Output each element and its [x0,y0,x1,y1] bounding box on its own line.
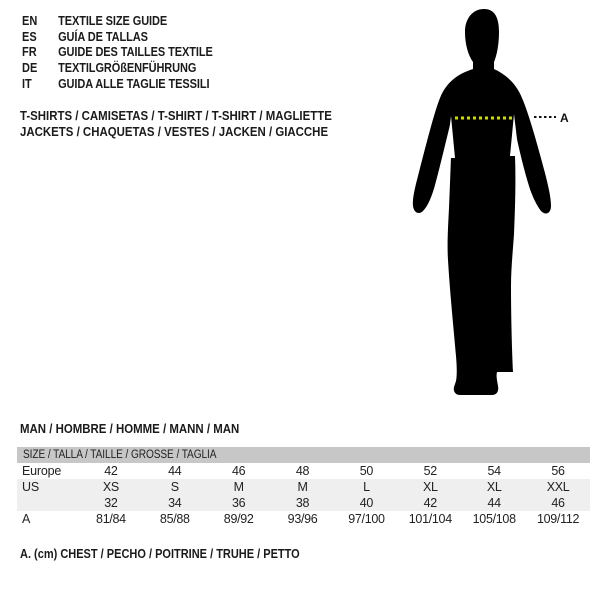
size-table-cell: M [297,480,308,494]
size-table-cell: 56 [551,464,565,478]
size-table-cell: 42 [104,464,118,478]
size-table-body [17,463,590,527]
size-table-cell: S [170,480,179,494]
size-table-cell: XXL [546,480,570,494]
size-table-row [17,479,590,495]
size-table-cell: XS [102,480,119,494]
size-table-cell: 93/96 [287,512,318,526]
language-title: GUIDA ALLE TAGLIE TESSILI [58,76,210,91]
size-table-row [17,511,590,527]
category-lines [20,108,374,139]
size-table-cell: 38 [295,496,310,510]
size-table-cell: XL [422,480,438,494]
size-table-cell: 46 [232,464,246,478]
language-code: IT [22,76,32,91]
size-table-cell: 50 [359,464,374,478]
language-row [22,13,213,29]
size-table-cell: 44 [168,464,182,478]
size-table [17,447,590,527]
size-table-cell: 85/88 [159,512,190,526]
size-table-cell: XL [486,480,502,494]
size-table-row [17,495,590,511]
man-silhouette [413,9,551,395]
man-silhouette-figure [398,6,578,398]
size-table-cell: 44 [487,496,501,510]
size-table-cell: 101/104 [408,512,452,526]
language-code: ES [22,29,37,44]
language-code: EN [22,13,38,28]
language-row [22,60,213,76]
man-silhouette-svg [398,6,578,398]
size-table-cell: 42 [423,496,437,510]
language-row [22,76,213,92]
size-table-cell: 81/84 [96,512,126,526]
size-table-cell: 54 [487,464,501,478]
size-table-cell: 52 [423,464,437,478]
size-table-cell: 109/112 [536,512,580,526]
size-table-cell: 48 [295,464,310,478]
section-title-man: MAN / HOMBRE / HOMME / MANN / MAN [20,421,240,436]
size-table-header-text: SIZE / TALLA / TAILLE / GRÖSSE / TAGLIA [23,449,217,461]
size-table-header [17,447,590,463]
language-row [22,29,213,45]
language-title: GUÍA DE TALLAS [58,29,148,44]
size-table-cell: M [233,480,244,494]
size-table-cell: 89/92 [223,512,254,526]
language-row [22,44,213,60]
size-table-cell: 97/100 [348,512,385,526]
language-title: TEXTILGRÖßENFÜHRUNG [58,60,197,75]
size-table-cell: 105/108 [472,512,516,526]
size-table-row-label: A [22,512,31,526]
size-table-cell: 40 [359,496,374,510]
size-table-cell: 36 [232,496,246,510]
size-table-cell: 46 [551,496,565,510]
language-code: FR [22,45,37,60]
category-tshirts: T-SHIRTS / CAMISETAS / T-SHIRT / T-SHIRT / MAGLIETTE [20,108,332,123]
language-code: DE [22,60,38,75]
category-jackets: JACKETS / CHAQUETAS / VESTES / JACKEN / GIACCHE [20,123,329,139]
measure-footnote: A. (cm) CHEST / PECHO / POITRINE / TRUHE / PETTO [20,547,300,561]
size-table-cell: L [363,480,370,494]
size-table-row-label: US [22,480,39,494]
size-table-cell: 32 [104,496,118,510]
language-title: TEXTILE SIZE GUIDE [58,13,168,28]
size-table-cell: 34 [168,496,182,510]
measure-label-a: A [560,111,569,125]
size-table-row [17,463,590,479]
size-table-row-label: Europe [22,464,62,478]
language-list [22,13,239,91]
language-title: GUIDE DES TAILLES TEXTILE [58,45,213,60]
